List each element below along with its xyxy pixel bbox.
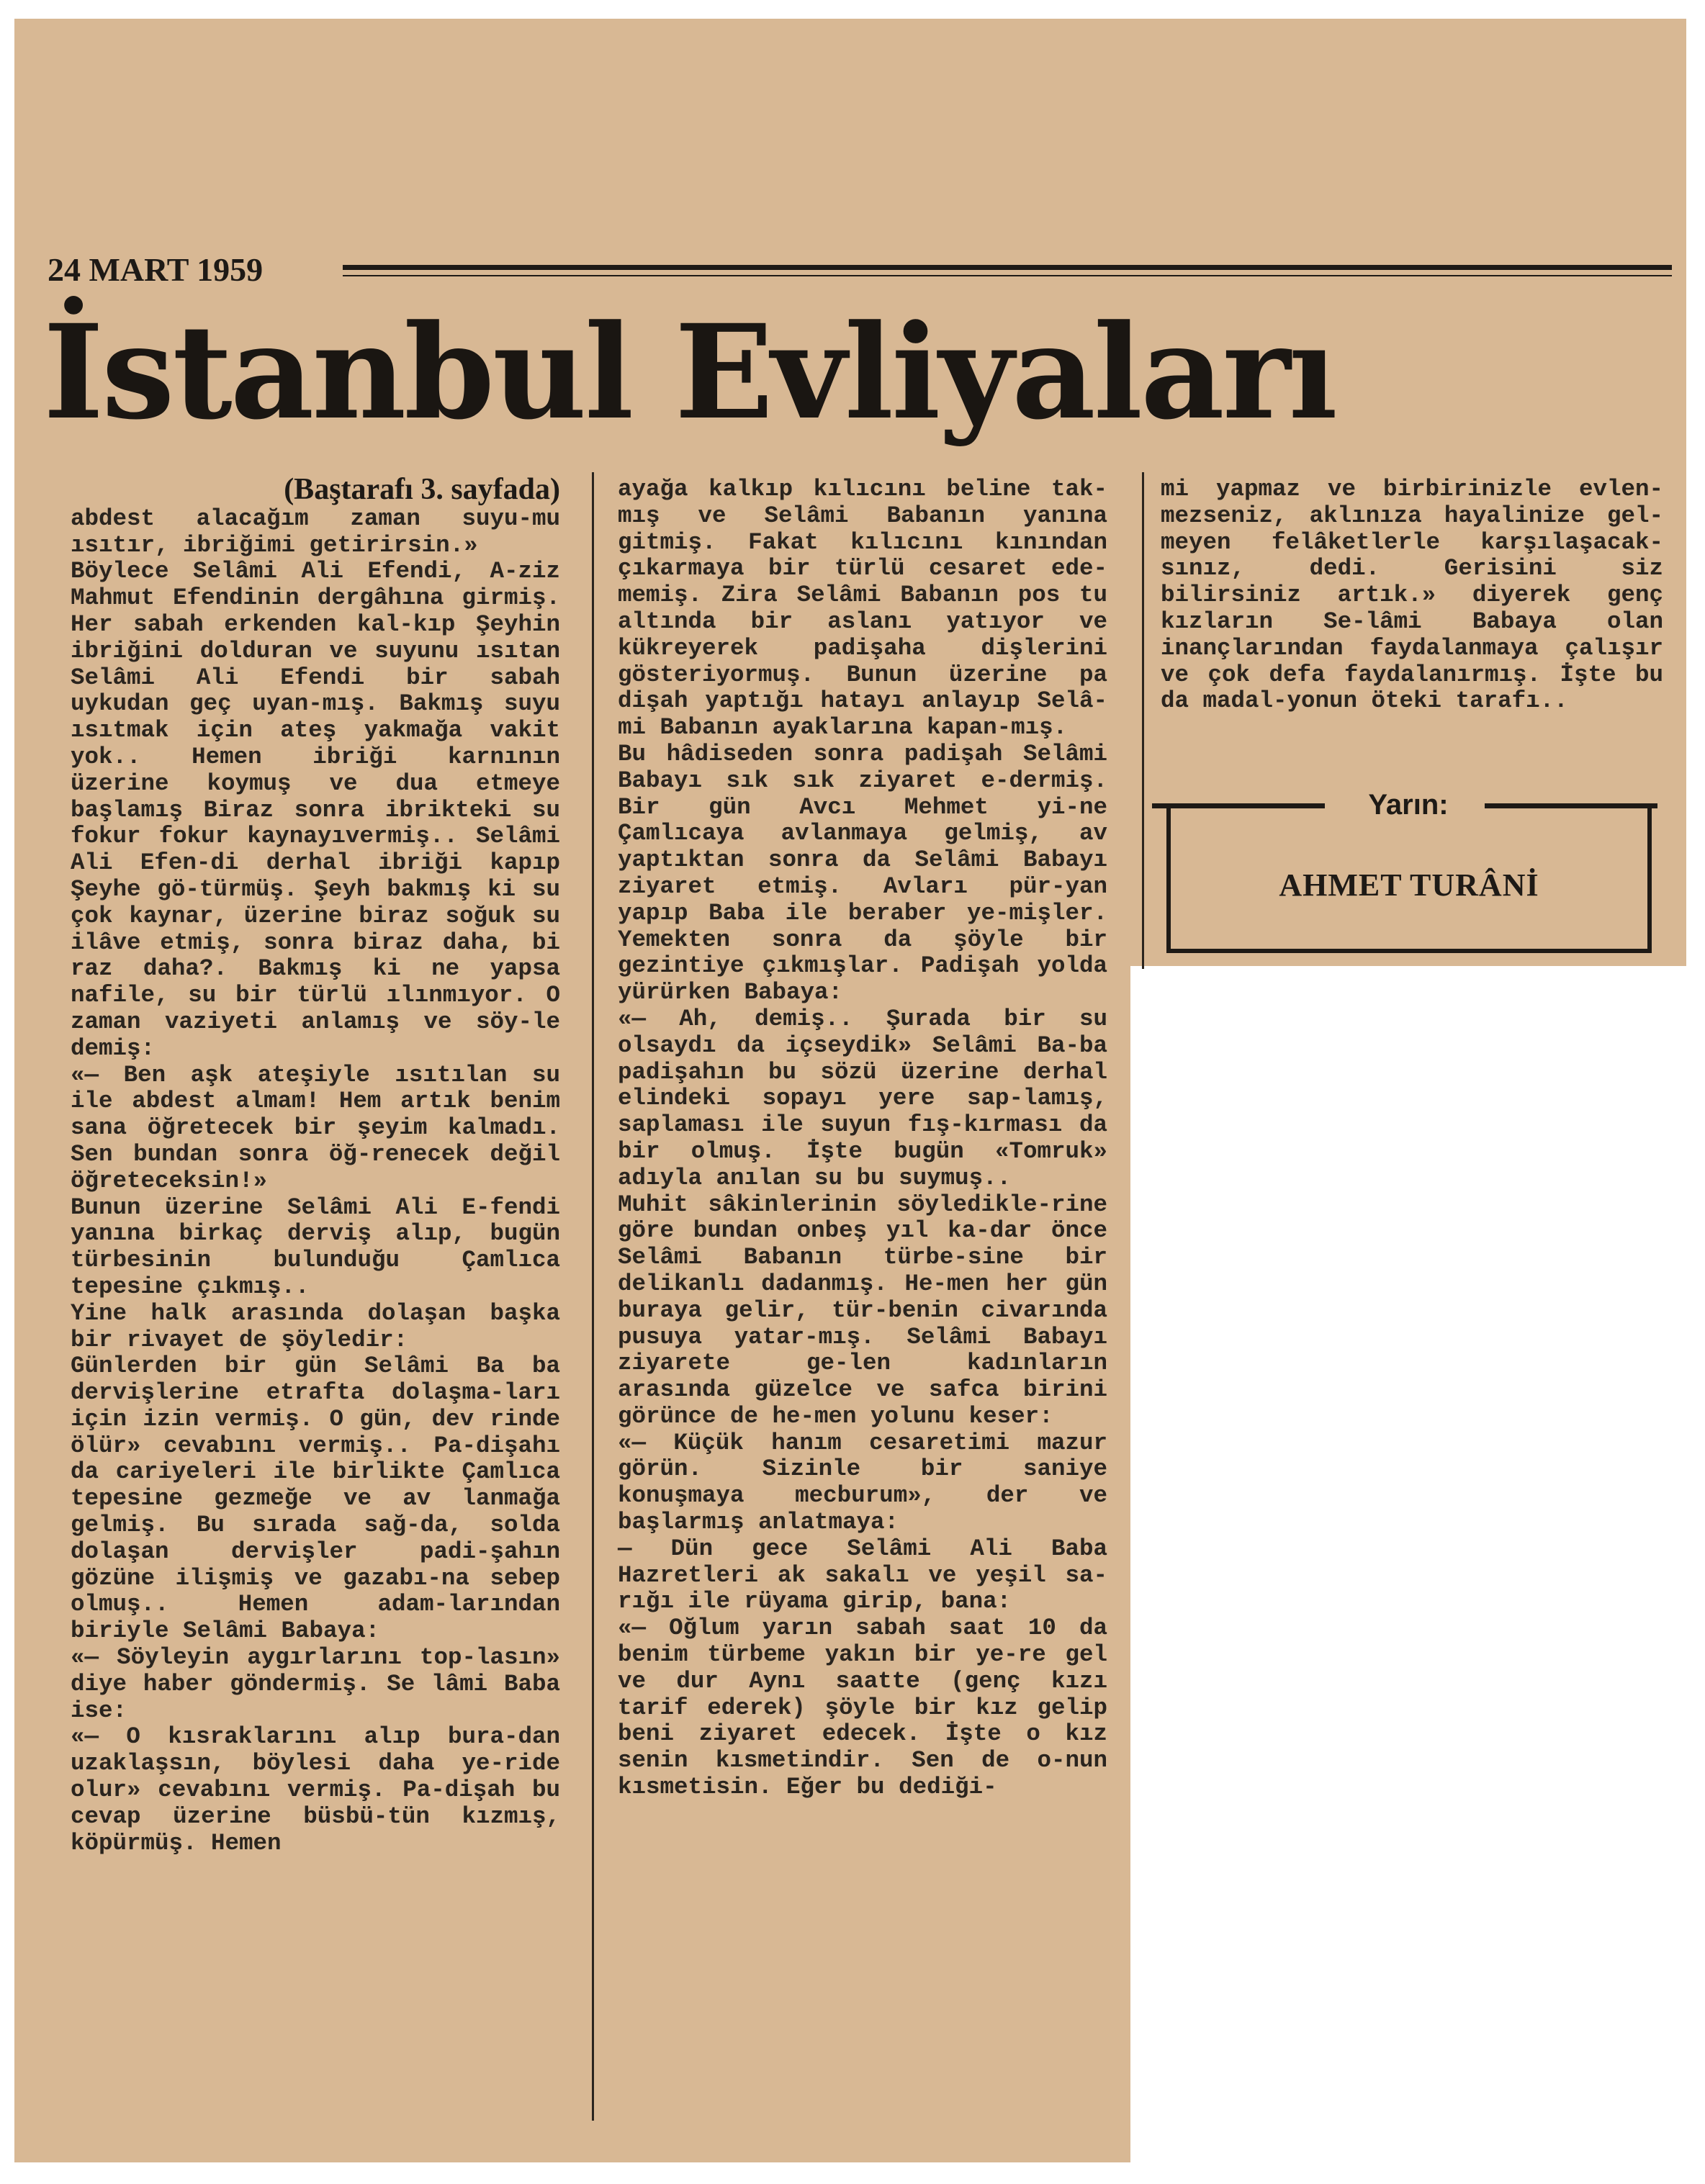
paragraph: abdest alacağım zaman suyu-mu ısıtır, ibriğimi getirirsin.» — [71, 505, 560, 559]
paragraph: «— O kısraklarını alıp bura-dan uzaklaşsın, böylesi daha ye-ride olur» cevabını vermiş. Pa-dişah bu cevap üzerine büsbü-tün kızmış, köpürmüş. Hemen — [71, 1723, 560, 1856]
clipping-cut-corner — [1130, 966, 1686, 2162]
dateline — [48, 251, 1672, 295]
article-column-1 — [71, 473, 560, 1856]
paragraph: «— Ah, demiş.. Şurada bir su olsaydı da içseydik» Selâmi Ba-ba padişahın bu sözü üzerine derhal elindeki sopayı yere sap-lamış, saplaması ile suyun fış-kırması da bir olmuş. İşte bugün «Tomruk» adıyla anılan su bu suymuş.. — [618, 1005, 1107, 1191]
paragraph: «— Söyleyin aygırlarını top-lasın» diye haber göndermiş. Se lâmi Baba ise: — [71, 1644, 560, 1724]
tomorrow-box — [1152, 786, 1663, 973]
paragraph: Bu hâdiseden sonra padişah Selâmi Babayı sık sık ziyaret e-dermiş. Bir gün Avcı Mehmet yi-ne Çamlıcaya avlanmaya gelmiş, av yaptıktan sonra da Selâmi Babayı ziyaret etmiş. Avları pür-yan yapıp Baba ile beraber ye-mişler. Yemekten sonra da şöyle bir gezintiye çıkmışlar. Padişah yolda yürürken Babaya: — [618, 740, 1107, 1006]
column-divider — [1142, 472, 1144, 969]
paragraph: Bunun üzerine Selâmi Ali E-fendi yanına birkaç derviş alıp, bugün türbesinin bulunduğu Çamlıca tepesine çıkmış.. — [71, 1193, 560, 1300]
paragraph: Günlerden bir gün Selâmi Ba ba dervişlerine etrafta dolaşma-ları için izin vermiş. O gün, dev rinde ölür» cevabını vermiş.. Pa-dişahı da cariyeleri ile birlikte Çamlıca tepesine gezmeğe ve av lanmağa gelmiş. Bu sırada sağ-da, solda dolaşan dervişler padi-şahın gözüne ilişmiş ve gazabı-na sebep olmuş.. Hemen adam-larından biriyle Selâmi Babaya: — [71, 1353, 560, 1645]
column-divider — [592, 472, 594, 2121]
paragraph: — Dün gece Selâmi Ali Baba Hazretleri ak sakalı ve yeşil sa-rığı ile rüyama girip, bana: — [618, 1535, 1107, 1615]
tomorrow-label: Yarın: — [1368, 789, 1449, 821]
paragraph: ayağa kalkıp kılıcını beline tak-mış ve Selâmi Babanın yanına gitmiş. Fakat kılıcını kınından çıkarmaya bir türlü cesaret ede-memiş. Zira Selâmi Babanın pos tu altında bir aslanı yatıyor ve kükreyerek padişaha dişlerini gösteriyormuş. Bunun üzerine pa dişah yaptığı hatayı anlayıp Selâ-mi Babanın ayaklarına kapan-mış. — [618, 476, 1107, 741]
article-column-2 — [618, 477, 1107, 1801]
headline: İstanbul Evliyaları — [43, 297, 1336, 448]
issue-date: 24 MART 1959 — [48, 251, 264, 288]
dateline-rule — [343, 265, 1672, 270]
paragraph: «— Ben aşk ateşiyle ısıtılan su ile abdest almam! Hem artık benim sana öğretecek bir şeyim kalmadı. Sen bundan sonra öğ-renecek değil öğreteceksin!» — [71, 1061, 560, 1194]
paragraph: mi yapmaz ve birbirinizle evlen-mezseniz, aklınıza hayalinize gel-meyen felâketlerle karşılaşacak-sınız, dedi. Gerisini siz bilirsiniz artık.» diyerek genç kızların Se-lâmi Babaya olan inançlarından faydalanmaya çalışır ve çok defa faydalanırmış. İşte bu da madal-yonun öteki tarafı.. — [1161, 476, 1663, 715]
paragraph: Muhit sâkinlerinin söyledikle-rine göre bundan onbeş yıl ka-dar önce Selâmi Babanın türbe-sine bir delikanlı dadanmış. He-men her gün buraya gelir, tür-benin civarında pusuya yatar-mış. Selâmi Babayı ziyarete ge-len kadınların arasında güzelce ve safca birini görünce de he-men yolunu keser: — [618, 1191, 1107, 1430]
byline-frame — [1166, 806, 1652, 953]
article-column-3 — [1161, 477, 1663, 715]
paragraph: Böylece Selâmi Ali Efendi, A-ziz Mahmut Efendinin dergâhına girmiş. Her sabah erkenden kal-kıp Şeyhin ibriğini dolduran ve suyunu ısıtan Selâmi Ali Efendi bir sabah uykudan geç uyan-mış. Bakmış suyu ısıtmak için ateş yakmağa vakit yok.. Hemen ibriği karnının üzerine koymuş ve dua etmeye başlamış Biraz sonra ibrikteki su fokur fokur kaynayıvermiş.. Selâmi Ali Efen-di derhal ibriği kapıp Şeyhe gö-türmüş. Şeyh bakmış ki su çok kaynar, üzerine biraz soğuk su ilâve etmiş, sonra biraz daha, bi raz daha?. Bakmış ki ne yapsa nafile, su bir türlü ılınmıyor. O zaman vaziyeti anlamış ve söy-le demiş: — [71, 558, 560, 1062]
dateline-rule-thin — [343, 275, 1672, 276]
paragraph: «— Oğlum yarın sabah saat 10 da benim türbeme yakın bir ye-re gel ve dur Aynı saatte (genç kızı tarif ederek) şöyle bir kız gelip beni ziyaret edecek. İşte o kız senin kısmetindir. Sen de o-nun kısmetisin. Eğer bu dediği- — [618, 1615, 1107, 1801]
author-byline: AHMET TURÂNİ — [1279, 867, 1539, 903]
paragraph: «— Küçük hanım cesaretimi mazur görün. Sizinle bir saniye konuşmaya mecburum», der ve başlarmış anlatmaya: — [618, 1429, 1107, 1536]
continued-from-note: (Baştarafı 3. sayfada) — [284, 473, 560, 506]
paragraph: Yine halk arasında dolaşan başka bir rivayet de şöyledir: — [71, 1299, 560, 1353]
